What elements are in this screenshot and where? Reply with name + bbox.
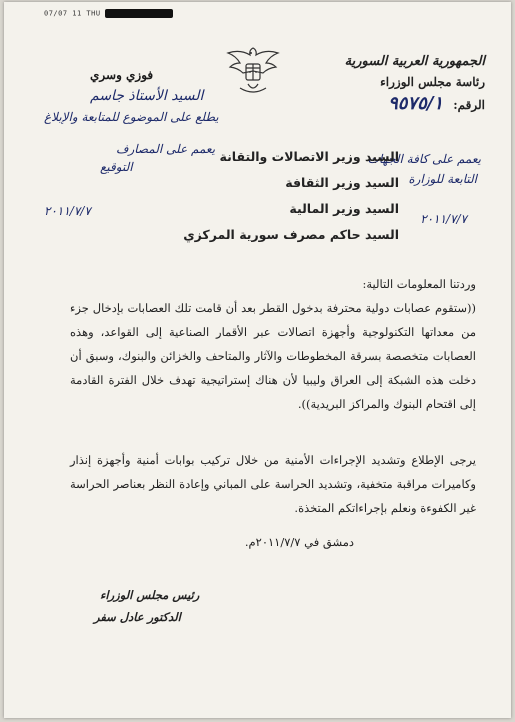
document-page bbox=[4, 2, 511, 718]
hw-date-left: ٢٠١١/٧/٧ bbox=[44, 204, 91, 218]
fax-header bbox=[44, 9, 173, 18]
letterhead-country: الجمهورية العربية السورية bbox=[344, 54, 485, 69]
addressee-0: السيد وزير الاتصالات والتقانة bbox=[219, 149, 399, 164]
hw-right-note-1: يعمم على كافة الجهات bbox=[367, 152, 481, 166]
body-paragraph-2: يرجى الإطلاع وتشديد الإجراءات الأمنية من خلال تركيب بوابات أمنية وأجهزة إنذار وكاميرات مراقبة متخفية، وتشديد الحراسة على المباني وإعادة النظر بعناصر الحراسة غير الكفوءة ونعلم بإجراءاتكم المتخذة. bbox=[70, 453, 476, 515]
redaction-mark bbox=[105, 9, 173, 18]
syrian-eagle-emblem-icon bbox=[222, 40, 284, 102]
signature-name: الدكتور عادل سفر bbox=[94, 610, 181, 624]
letterhead bbox=[345, 54, 485, 114]
ref-label: الرقم: bbox=[453, 98, 485, 112]
body-paragraph-1: ((ستقوم عصابات دولية محترفة بدخول القطر بعد أن قامت تلك العصابات بإدخال جزء من معداتها التكنولوجية وأجهزة اتصالات عبر الأقمار الصناعية إلى القواعد، وهذه العصابات متخصصة بسرقة المخطوطات والآثار والمتاحف والخزائن والبنوك، وسبق أن دخلت هذه الشبكة إلى العراق وليبيا لأن هناك إستراتيجية تهدف خلال الفترة القادمة إلى اقتحام البنوك والمراكز البريدية)). bbox=[70, 301, 476, 411]
addressee-1: السيد وزير الثقافة bbox=[285, 175, 399, 190]
hw-note-2: يطلع على الموضوع للمتابعة والإبلاغ bbox=[44, 110, 219, 124]
letterhead-ref bbox=[345, 93, 485, 114]
body-intro: وردتنا المعلومات التالية: bbox=[362, 277, 476, 291]
hw-date-right: ٢٠١١/٧/٧ bbox=[420, 212, 467, 226]
hw-note-1: السيد الأستاذ جاسم bbox=[90, 88, 204, 104]
addressee-2: السيد وزير المالية bbox=[289, 201, 399, 216]
hw-note-3: يعمم على المصارف bbox=[116, 142, 216, 156]
ref-number: ٩٥٧٥/١ bbox=[388, 93, 444, 114]
hw-note-4: التوقيع bbox=[100, 160, 133, 174]
fax-header-text: 07/07 11 THU bbox=[44, 9, 101, 18]
addressee-list bbox=[183, 149, 399, 253]
letterhead-office: رئاسة مجلس الوزراء bbox=[380, 75, 485, 89]
signature-title: رئيس مجلس الوزراء bbox=[100, 588, 200, 602]
hw-right-note-2: التابعة للوزارة bbox=[408, 172, 477, 186]
body-date-line: دمشق في ٢٠١١/٧/٧م. bbox=[244, 535, 354, 549]
addressee-3: السيد حاكم مصرف سورية المركزي bbox=[183, 227, 399, 242]
hw-name: فوزي وسري bbox=[90, 68, 154, 82]
